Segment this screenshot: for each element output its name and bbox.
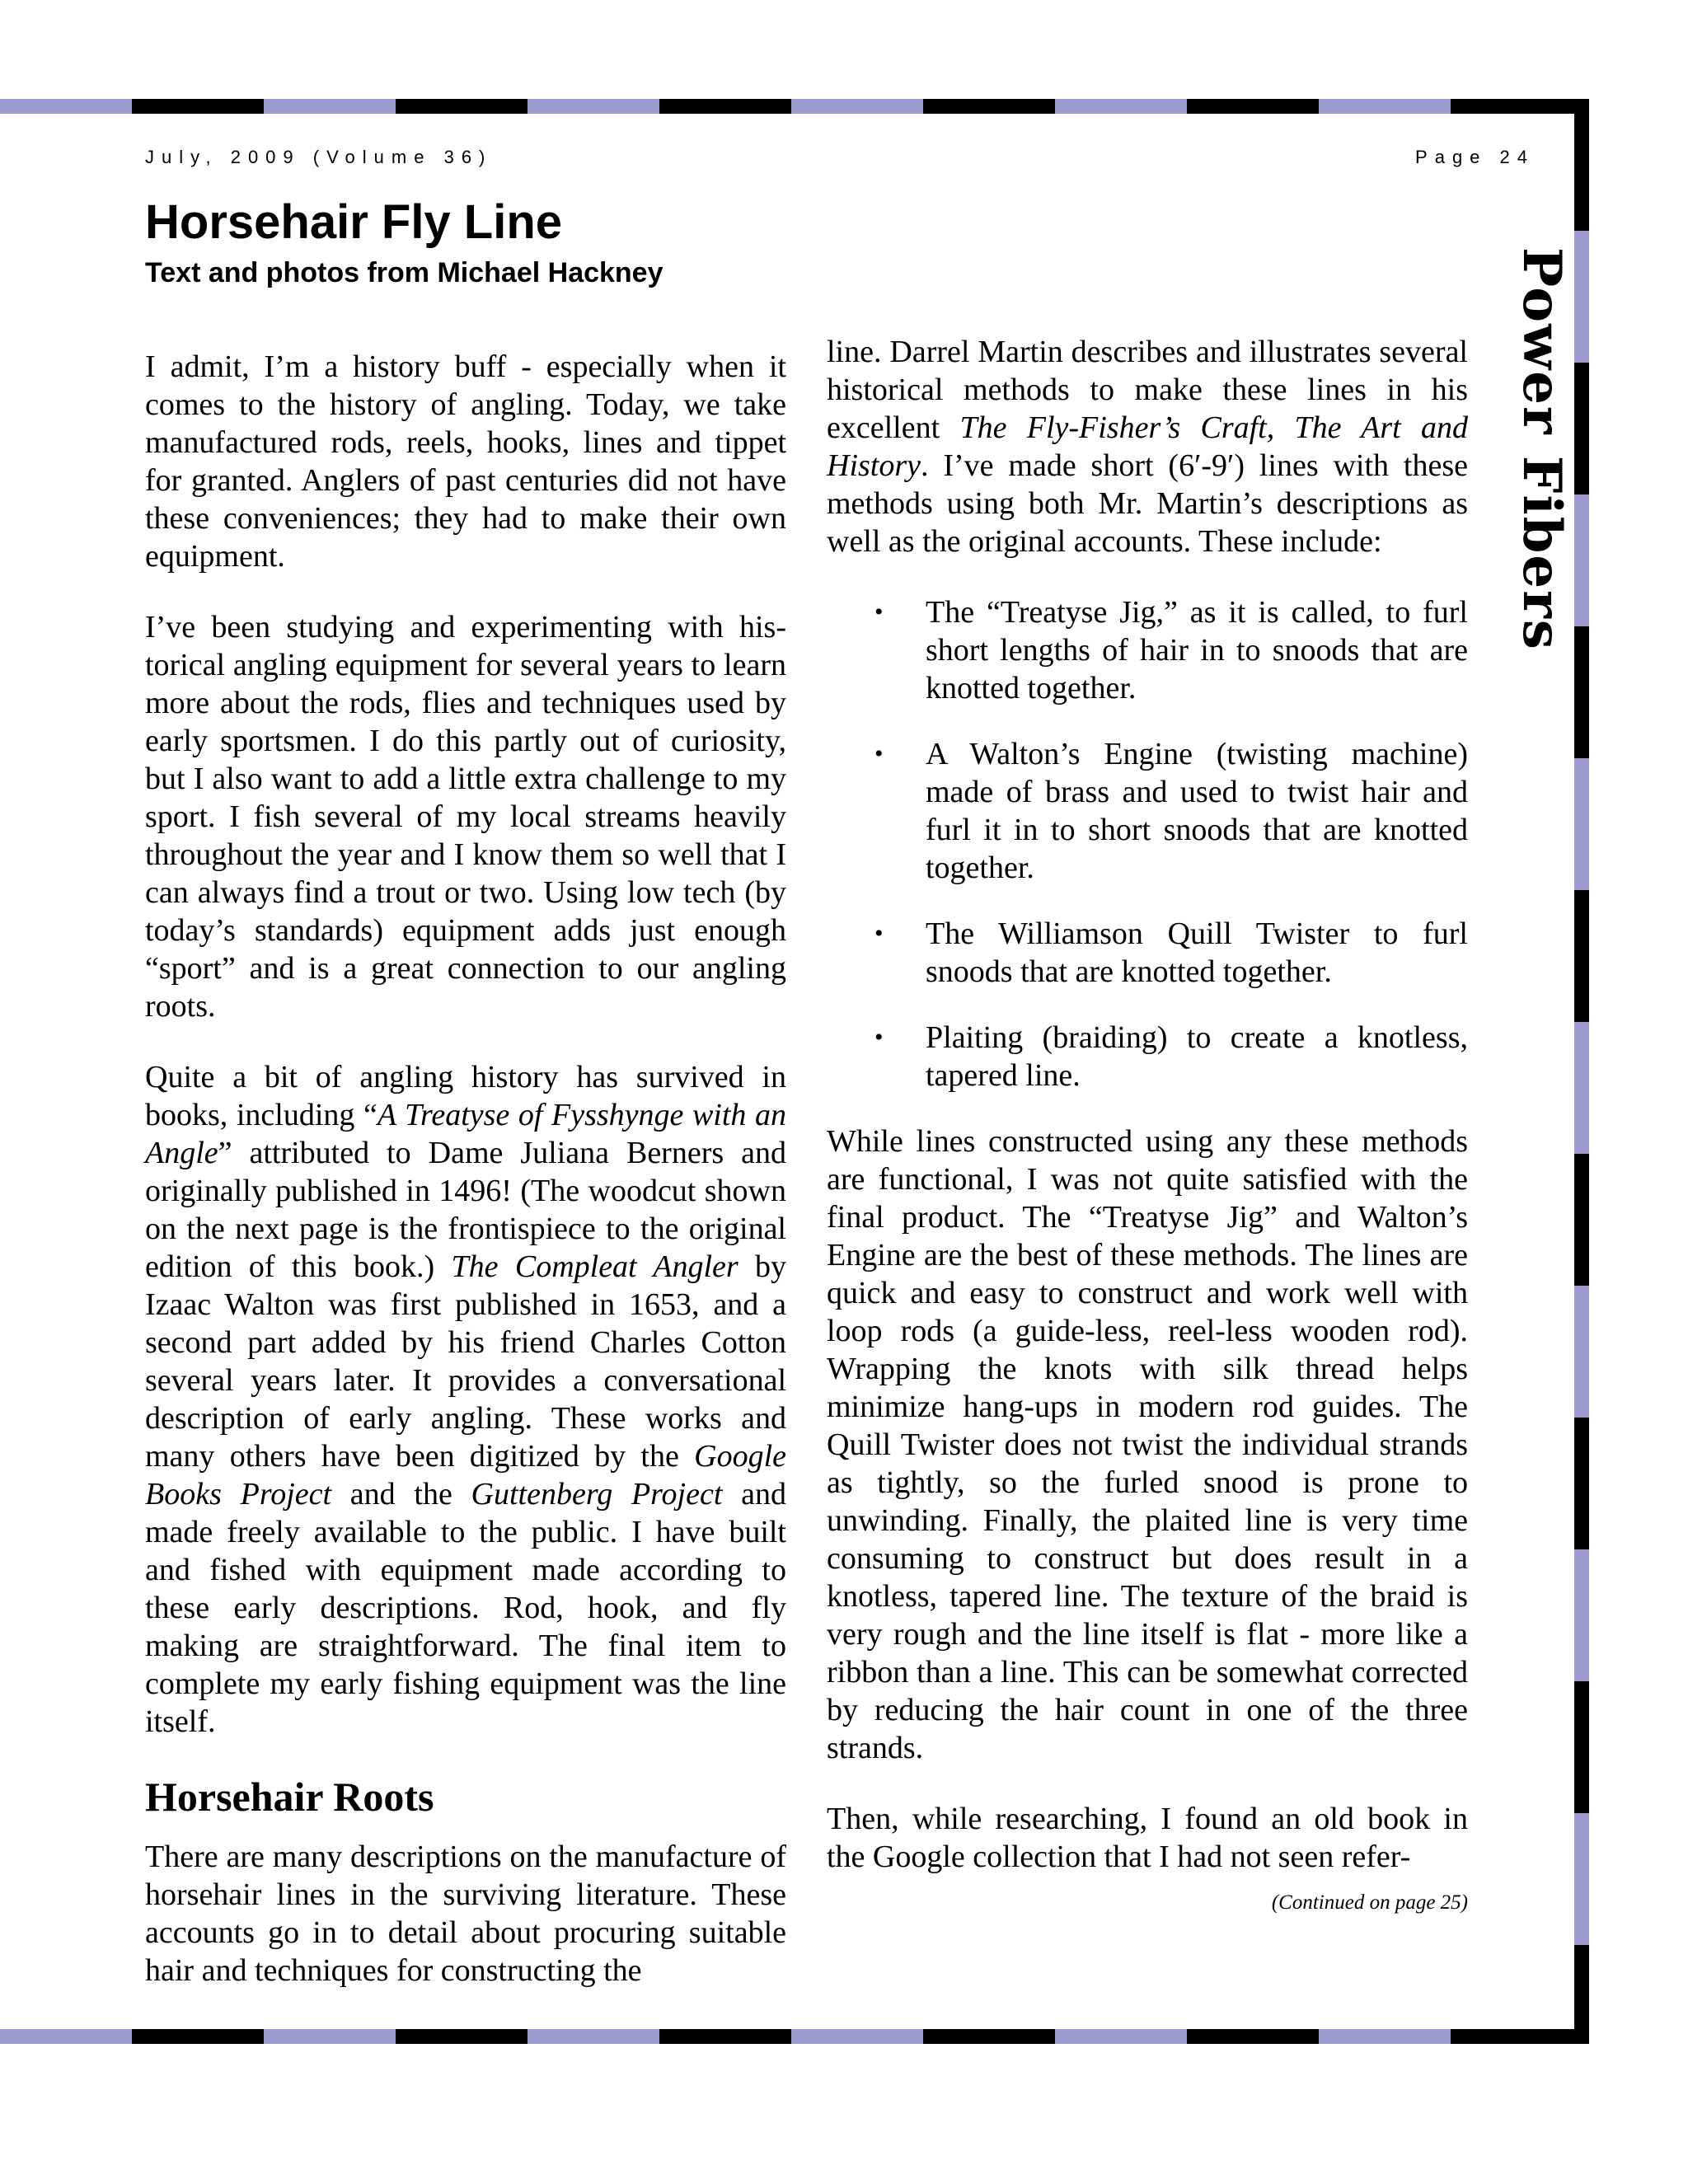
paragraph: Then, while researching, I found an old book in the Google collection that I had not seen refer- — [827, 1802, 1468, 1874]
border-segment — [1574, 231, 1589, 363]
border-segment — [1187, 99, 1319, 114]
border-segment — [923, 2029, 1055, 2044]
border-segment — [132, 2029, 264, 2044]
border-segment — [1319, 99, 1451, 114]
border-segment — [1574, 1549, 1589, 1681]
right-column — [827, 333, 1468, 1948]
border-segment — [396, 99, 528, 114]
border-segment — [264, 99, 396, 114]
border-segment — [1574, 1154, 1589, 1286]
border-segment — [923, 99, 1055, 114]
border-segment — [1574, 494, 1589, 626]
border-segment — [1451, 2029, 1582, 2044]
border-segment — [1574, 1813, 1589, 1945]
top-border — [0, 99, 1589, 114]
border-segment — [528, 2029, 659, 2044]
border-segment — [659, 99, 791, 114]
section-heading: Horsehair Roots — [145, 1774, 434, 1820]
border-segment — [264, 2029, 396, 2044]
border-segment — [1574, 1418, 1589, 1549]
border-segment — [1319, 2029, 1451, 2044]
right-border — [1574, 99, 1589, 2044]
paragraph: I admit, I’m a history buff - especially when it comes to the history of angling. Today, we take manufactured rods, reels, hooks, lines and tippet for granted. Anglers of past centuries did not have these conveniences; they had to make their own equipment. — [145, 349, 786, 574]
list-item: • A Walton’s Engine (twisting machine) made of brass and used to twist hair and furl it in to short snoods that are knotted together. — [874, 737, 1468, 885]
border-segment — [1574, 758, 1589, 890]
continued-note: (Continued on page 25) — [1271, 1891, 1468, 1914]
paragraph: I’ve been studying and experimenting with historical angling equipment for several years to learn more about the rods, flies and techniques used by early sportsmen. I do this partly out of curiosity, but I also want to add a little extra challenge to my sport. I fish several of my local streams heavily throughout the year and I know them so well that I can always find a trout or two. Using low tech (by today’s standards) equipment adds just enough “sport” and is a great connection to our angling roots. — [145, 610, 786, 1024]
border-segment — [1574, 363, 1589, 494]
list-item: • The “Treatyse Jig,” as it is called, to furl short lengths of hair in to snoods that are knotted together. — [874, 595, 1468, 705]
paragraph: Quite a bit of angling history has survived in books, including “A Treatyse of Fysshynge with an Angle” attributed to Dame Juliana Berners and originally published in 1496! (The woodcut shown on the next page is the frontispiece to the original edition of this book.) The Compleat Angler by Izaac Walton was first published in 1653, and a second part added by his friend Charles Cotton several years later. It provides a conversational description of early angling. These works and many others have been digitized by the Google Books Project and the Guttenberg Project and made freely available to the public. I have built and fished with equipment made according to these early descriptions. Rod, hook, and fly making are straightforward. The final item to complete my early fishing equipment was the line itself. — [145, 1060, 787, 1739]
border-segment — [1451, 99, 1582, 114]
bottom-border — [0, 2029, 1589, 2044]
border-segment — [791, 2029, 923, 2044]
bullet-icon: • — [874, 740, 884, 767]
list-item: • The Williamson Quill Twister to furl snoods that are knotted together. — [874, 916, 1468, 989]
border-segment — [659, 2029, 791, 2044]
border-segment — [791, 99, 923, 114]
border-segment — [1574, 1022, 1589, 1154]
paragraph: line. Darrel Martin describes and illustrates several historical methods to make these lines in his excellent The Fly-Fisher’s Craft, The Art and History. I’ve made short (6′-9′) lines with these methods using both Mr. Martin’s descriptions as well as the original accounts. These include: — [827, 335, 1468, 559]
article-byline: Text and photos from Michael Hackney — [145, 257, 663, 288]
border-segment — [1055, 99, 1187, 114]
border-segment — [1574, 1286, 1589, 1418]
border-segment — [396, 2029, 528, 2044]
border-segment — [0, 2029, 132, 2044]
section-title: Power Fibers — [1511, 247, 1573, 651]
border-segment — [528, 99, 659, 114]
border-segment — [1574, 626, 1589, 758]
border-segment — [1574, 1681, 1589, 1813]
border-segment — [1187, 2029, 1319, 2044]
paragraph: While lines constructed using any these methods are functional, I was not quite satisfied with the final product. The “Treatyse Jig” and Walton’s Engine are the best of these methods. The lines are quick and easy to construct and work well with loop rods (a guide-less, reel-less wooden rod). Wrapping the knots with silk thread helps minimize hang-ups in modern rod guides. The Quill Twister does not twist the individual strands as tightly, so the furled snood is prone to unwinding. Finally, the plaited line is very time consuming to construct but does result in a knotless, tapered line. The texture of the braid is very rough and the line itself is flat - more like a ribbon than a line. This can be somewhat corrected by reducing the hair count in one of the three strands. — [827, 1124, 1468, 1765]
border-segment — [132, 99, 264, 114]
bullet-icon: • — [874, 598, 884, 626]
border-segment — [1574, 890, 1589, 1022]
left-column — [145, 348, 786, 1990]
list-item: • Plaiting (braiding) to create a knotless, tapered line. — [874, 1020, 1468, 1093]
bullet-icon: • — [874, 920, 884, 947]
paragraph: There are many descriptions on the manufacture of horsehair lines in the surviving literature. These accounts go in to detail about procuring suitable hair and techniques for constructing the — [145, 1840, 786, 1988]
page-number: Page 24 — [1415, 147, 1535, 167]
border-segment — [0, 99, 132, 114]
border-segment — [1055, 2029, 1187, 2044]
article-title: Horsehair Fly Line — [145, 195, 563, 249]
bullet-icon: • — [874, 1024, 884, 1051]
issue-date: July, 2009 (Volume 36) — [145, 147, 493, 167]
border-segment — [1574, 99, 1589, 231]
methods-list — [827, 593, 1468, 1094]
border-segment — [1574, 1945, 1589, 2044]
